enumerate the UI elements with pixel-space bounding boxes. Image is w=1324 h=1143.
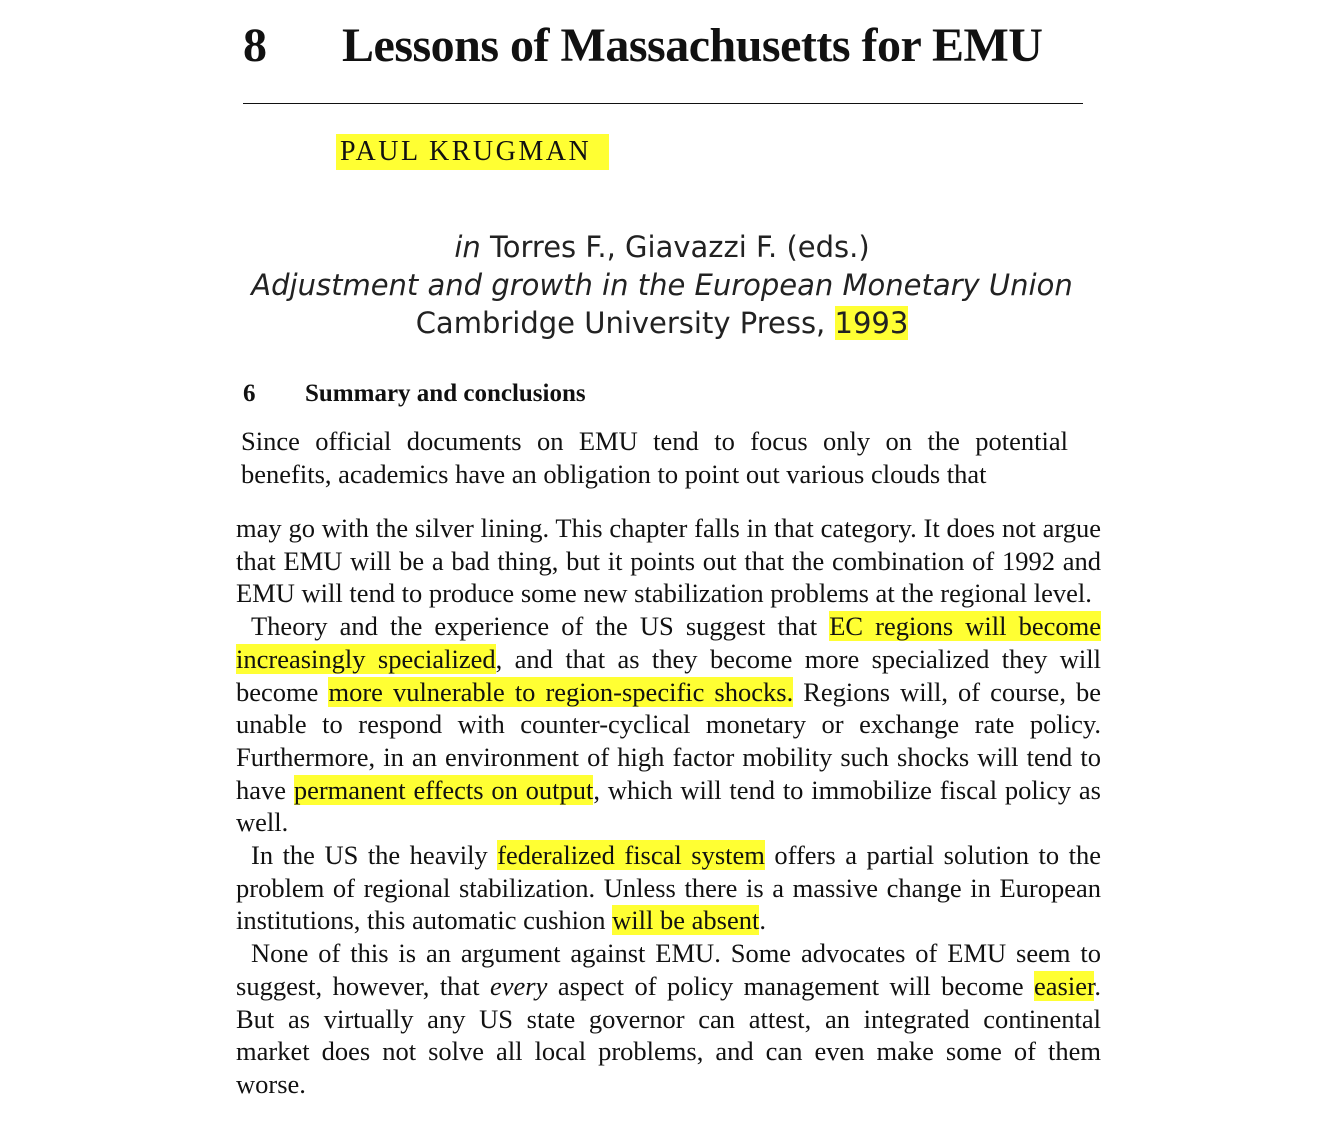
paragraph-1: may go with the silver lining. This chapter falls in that category. It does not argue that EMU will be a bad thing, but it points out that the combination of 1992 and EMU will tend to produce some new stabilization problems at the regional level. [236, 513, 1101, 609]
paragraph-3 [236, 839, 1101, 937]
citation-publisher [0, 306, 1324, 340]
text-run: . But as virtually any US state governor can attest, an integrated continental market does not solve all local problems, and can even make some of them worse. [236, 970, 1101, 1099]
intro-paragraph-text: Since official documents on EMU tend to focus only on the potential benefits, academics have an obligation to point out various clouds that [241, 426, 1068, 489]
text-run: offers a partial solution to the problem of regional stabilization. Unless there is a massive change in European institutions, this automatic cushion [236, 840, 1102, 936]
intro-paragraph [241, 425, 1068, 490]
body-text [236, 512, 1101, 1101]
text-run: Regions will, of course, be unable to respond with counter-cyclical monetary or exchange rate policy. Furthermore, in an environment of high factor mobility such shocks will tend to have [236, 676, 1101, 805]
text-run: Theory and the experience of the US suggest that [251, 611, 830, 642]
section-title: Summary and conclusions [305, 380, 586, 407]
title-rule [243, 103, 1083, 104]
highlighted-text: more vulnerable to region-specific shocks. [328, 676, 794, 707]
highlighted-text: EC regions will become increasingly specialized [236, 611, 1101, 674]
section-number: 6 [243, 380, 256, 407]
citation-year: 1993 [834, 306, 909, 340]
text-run: , which will tend to immobilize fiscal policy as well. [236, 774, 1101, 838]
citation-editors-text: Torres F., Giavazzi F. (eds.) [480, 230, 870, 264]
highlighted-text: federalized fiscal system [497, 840, 765, 871]
citation-editors [0, 230, 1324, 264]
highlighted-text: permanent effects on output [293, 774, 594, 805]
chapter-number: 8 [243, 19, 267, 72]
chapter-title: Lessons of Massachusetts for EMU [342, 19, 1043, 72]
citation-in: in [454, 230, 481, 264]
text-run: aspect of policy management will become [547, 970, 1035, 1001]
chapter-heading [243, 18, 1042, 73]
text-run: , and that as they become more specialized they will become [236, 643, 1101, 707]
text-run: In the US the heavily [251, 840, 498, 871]
text-run: None of this is an argument against EMU. Some advocates of EMU seem to suggest, however, that [236, 938, 1101, 1001]
text-run: . [759, 905, 766, 936]
section-heading [243, 380, 586, 408]
citation-publisher-text: Cambridge University Press, [415, 306, 835, 340]
emphasized-text: every [490, 970, 548, 1001]
paragraph-4 [236, 937, 1101, 1101]
highlighted-text: easier [1034, 970, 1095, 1001]
paragraph-2 [236, 610, 1101, 839]
author-name: PAUL KRUGMAN [336, 134, 609, 170]
citation-book-title: Adjustment and growth in the European Monetary Union [251, 268, 1073, 302]
highlighted-text: will be absent [612, 905, 760, 936]
